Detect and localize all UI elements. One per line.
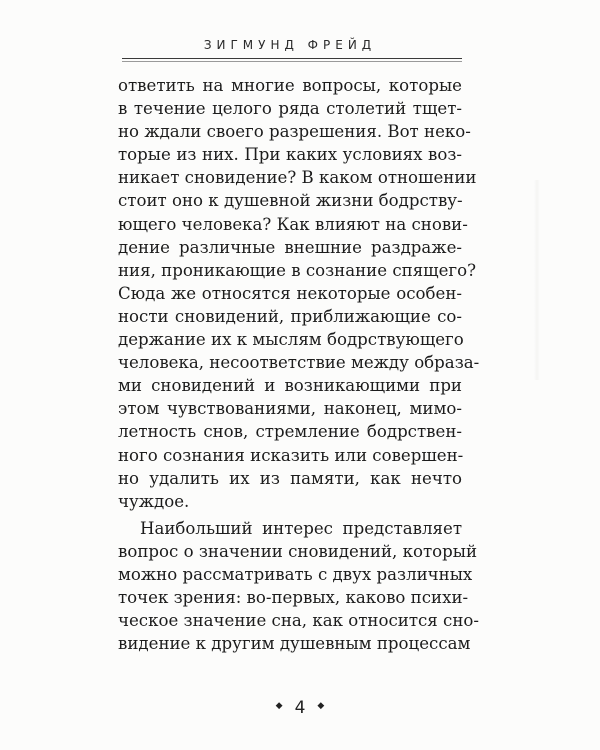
running-header-author: ЗИГМУНД ФРЕЙД	[203, 38, 377, 52]
text-line: ческое значение сна, как относится сно-	[118, 611, 479, 631]
text-line: ного сознания исказить или совершен-	[118, 445, 464, 465]
text-line: стоит оно к душевной жизни бодрству-	[118, 191, 463, 211]
text-line: ния, проникающие в сознание спящего?	[118, 260, 476, 280]
header-rule	[122, 58, 462, 62]
text-line: держание их к мыслям бодрствующего	[118, 330, 464, 350]
scan-shadow	[534, 180, 540, 380]
page-number: 4	[294, 698, 306, 718]
diamond-ornament-icon: ◆	[317, 701, 325, 711]
text-line: человека, несоответствие между образа-	[118, 353, 480, 373]
text-line: дение различные внешние раздраже-	[118, 237, 462, 257]
page-number-footer	[0, 698, 600, 718]
text-line: чуждое.	[118, 491, 190, 511]
text-line: ющего человека? Как влияют на снови-	[118, 214, 468, 234]
text-line: Сюда же относятся некоторые особен-	[118, 283, 462, 303]
text-line: видение к другим душевным процессам	[118, 634, 471, 654]
text-line: в течение целого ряда столетий тщет-	[118, 99, 462, 119]
text-line: ответить на многие вопросы, которые	[118, 76, 462, 95]
text-line: ми сновидений и возникающими при	[118, 376, 462, 396]
text-line: ности сновидений, приближающие со-	[118, 306, 462, 326]
text-line: но удалить их из памяти, как нечто	[118, 468, 462, 488]
body-text	[118, 74, 480, 655]
text-line: можно рассматривать с двух различных	[118, 564, 473, 584]
text-line: летность снов, стремление бодрствен-	[118, 422, 462, 442]
text-line: торые из них. При каких условиях воз-	[118, 145, 462, 165]
diamond-ornament-icon: ◆	[275, 701, 283, 711]
text-line: точек зрения: во-первых, каково психи-	[118, 588, 469, 608]
text-line-paragraph-start: Наибольший интерес представляет	[140, 518, 462, 538]
text-line: вопрос о значении сновидений, который	[118, 541, 478, 561]
text-line: этом чувствованиями, наконец, мимо-	[118, 399, 462, 419]
text-line: никает сновидение? В каком отношении	[118, 168, 477, 188]
text-line: но ждали своего разрешения. Вот неко-	[118, 122, 471, 142]
